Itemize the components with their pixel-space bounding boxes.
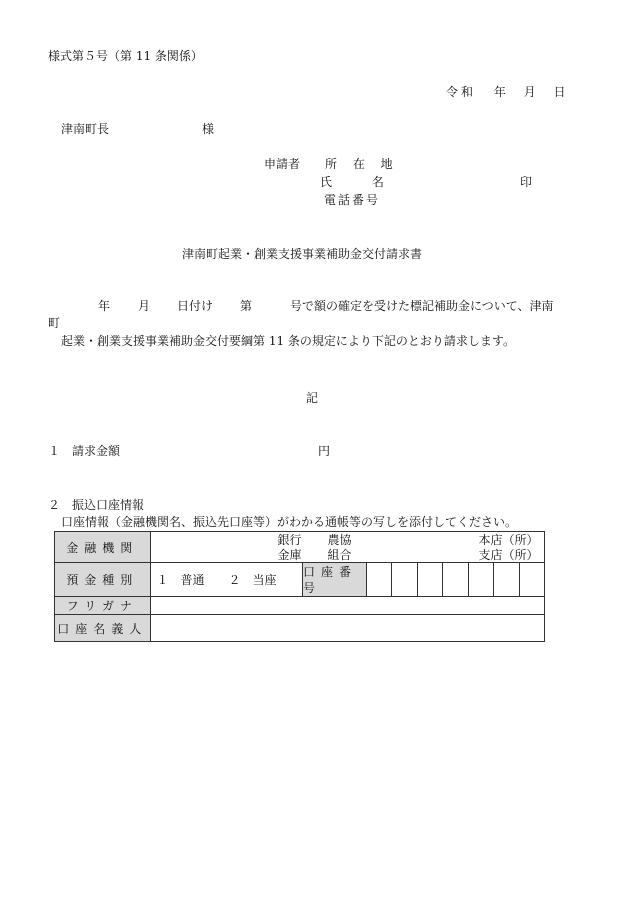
- account-number-label: 口座番号: [303, 563, 367, 597]
- date-era: 令和: [446, 85, 477, 99]
- bank-name-field[interactable]: [150, 532, 544, 563]
- account-digit-cell[interactable]: [519, 563, 545, 597]
- body-line1-wrap: 町: [48, 316, 61, 330]
- account-digit-cell[interactable]: [494, 563, 519, 597]
- body-line2: 起業・創業支援事業補助金交付要綱第 11 条の規定により下記のとおり請求します。: [61, 334, 515, 348]
- account-digit-cell[interactable]: [392, 563, 417, 597]
- furigana-field[interactable]: [150, 597, 544, 615]
- seal-mark: 印: [520, 175, 533, 189]
- addressee: 津南町長: [61, 122, 110, 136]
- body-line1-year: 年: [98, 299, 111, 313]
- account-holder-field[interactable]: [150, 615, 544, 642]
- bank-type-ginko: 銀行: [277, 533, 302, 547]
- body-line1-date: 日付け: [177, 299, 214, 313]
- body-line1-text: 号で額の確定を受けた標記補助金について、津南: [290, 299, 554, 313]
- date-year: 年: [493, 85, 506, 99]
- document-title: 津南町起業・創業支援事業補助金交付請求書: [182, 247, 423, 261]
- form-number: 様式第５号（第 11 条関係）: [48, 49, 203, 63]
- account-digit-cell[interactable]: [468, 563, 493, 597]
- account-digit-cell[interactable]: [443, 563, 468, 597]
- deposit-row: [55, 563, 545, 597]
- address-label: 所 在 地: [325, 157, 399, 171]
- addressee-honorific: 様: [202, 122, 215, 136]
- date-month: 月: [523, 85, 536, 99]
- name-label: 氏 名: [320, 175, 392, 189]
- account-digit-cell[interactable]: [417, 563, 442, 597]
- account-table: [54, 531, 545, 642]
- amount-unit: 円: [318, 444, 331, 458]
- body-line1-month: 月: [138, 299, 151, 313]
- bank-type-kumiai: 組合: [327, 548, 352, 562]
- furigana-label: フリガナ: [55, 597, 151, 615]
- bank-info-note: 口座情報（金融機関名、振込先口座等）がわかる通帳等の写しを添付してください。: [61, 515, 518, 529]
- bank-row: [55, 532, 545, 563]
- bank-label: 金融機関: [55, 532, 151, 563]
- deposit-type-label: 預金種別: [55, 563, 151, 597]
- body-line1-no: 第: [240, 299, 253, 313]
- amount-label: １ 請求金額: [48, 444, 121, 458]
- holder-row: [55, 615, 545, 642]
- ki-label: 記: [306, 391, 319, 405]
- account-digit-cell[interactable]: [367, 563, 392, 597]
- furigana-row: [55, 597, 545, 615]
- date-line: [446, 85, 566, 99]
- bank-info-label: ２ 振込口座情報: [48, 498, 145, 512]
- branch-type-shiten: 支店（所）: [478, 548, 539, 562]
- branch-type-honten: 本店（所）: [478, 533, 539, 547]
- bank-type-kinko: 金庫: [277, 548, 302, 562]
- applicant-label: 申請者: [264, 157, 301, 171]
- account-holder-label: 口座名義人: [55, 615, 151, 642]
- deposit-type-options[interactable]: １ 普通 ２ 当座: [150, 563, 302, 597]
- phone-label: 電話番号: [324, 193, 381, 207]
- date-day: 日: [553, 85, 566, 99]
- bank-type-nokyo: 農協: [327, 533, 352, 547]
